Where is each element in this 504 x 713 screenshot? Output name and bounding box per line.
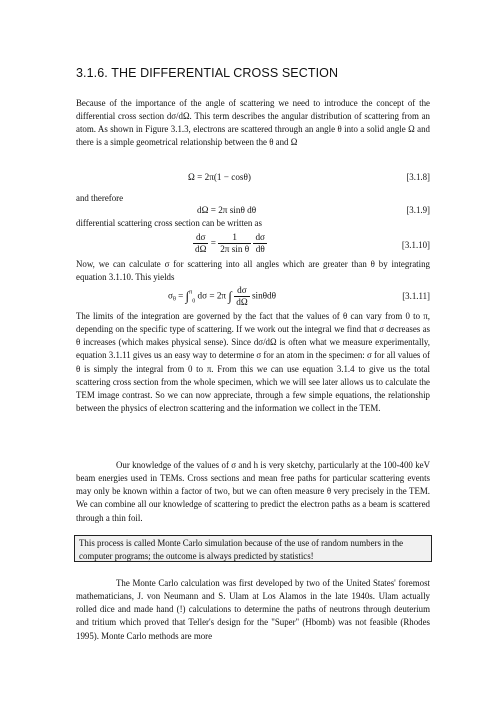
section-heading: 3.1.6. THE DIFFERENTIAL CROSS SECTION: [76, 66, 339, 80]
numerator: 1: [218, 232, 251, 244]
sigma-symbol: σ: [168, 290, 173, 301]
integral-upper-limit: π: [189, 289, 193, 296]
integral-sign: ∫: [185, 288, 190, 304]
denominator: dΩ: [195, 244, 207, 254]
equation-3-1-11: [76, 285, 430, 309]
equation-3-1-10: [76, 232, 430, 260]
equation-number: [3.1.8]: [406, 172, 430, 182]
equals-sign: =: [178, 290, 184, 301]
numerator: dσ: [234, 285, 249, 297]
equation-expression: [193, 232, 267, 255]
fraction: [253, 232, 267, 255]
transition-text: differential scattering cross section can be written as: [76, 218, 262, 228]
numerator: dσ: [193, 232, 208, 244]
callout-box: This process is called Monte Carlo simulation because of the use of random numbers in the computer programs; the outcome is always predicted by statistics!: [74, 535, 432, 562]
equals-sign: =: [210, 237, 216, 248]
numerator: dσ: [255, 232, 265, 242]
monte-carlo-paragraph: The Monte Carlo calculation was first developed by two of the United States' foremost mathematicians, J. von Neumann and S. Ulam at Los Alamos in the late 1940s. Ulam actually rolled dice and made hand (!) calculations to determine the paths of neutrons through deuterium and tritium which proved that Teller's design for the "Super" (Hbomb) was not feasible (Rhodes 1995). Monte Carlo methods are more: [76, 578, 430, 641]
fraction: [193, 232, 208, 255]
integral-lower-limit: 0: [192, 298, 196, 305]
denominator: dΩ: [236, 297, 248, 307]
integral-sign: ∫: [228, 288, 232, 304]
equation-number: [3.1.11]: [402, 291, 430, 301]
equation-expression: [168, 285, 276, 308]
intro-paragraph: Because of the importance of the angle of scattering we need to introduce the concept of the differential cross section dσ/dΩ. This term describes the angular distribution of scattering from an atom. As shown in Figure 3.1.3, electrons are scattered through an angle θ into a solid angle Ω and there is a simple geometrical relationship between the θ and Ω: [76, 98, 430, 148]
fraction: [218, 232, 251, 255]
integrand: dσ = 2π: [197, 290, 227, 301]
equation-number: [3.1.9]: [406, 205, 430, 215]
integration-paragraph: Now, we can calculate σ for scattering into all angles which are greater than θ by integrating equation 3.1.10. This yields: [76, 259, 430, 283]
equation-expression: Ω = 2π(1 − cosθ): [188, 172, 251, 182]
denominator: 2π sin θ: [220, 244, 250, 254]
equation-expression: dΩ = 2π sinθ dθ: [197, 205, 257, 215]
fraction: [234, 285, 249, 308]
denominator: dθ: [255, 244, 265, 254]
transition-text: and therefore: [76, 193, 124, 203]
integrand-tail: sinθdθ: [251, 290, 277, 301]
equation-3-1-8: [76, 172, 430, 186]
sigma-subscript: θ: [172, 296, 176, 303]
limits-paragraph: The limits of the integration are governed by the fact that the values of θ can vary from 0 to π, depending on the specific type of scattering. If we work out the integral we find that σ decreases as θ increases (which makes physical sense). Since dσ/dΩ is often what we measure experimentally, equation 3.1.11 gives us an easy way to determine σ for an atom in the specimen: σ for all values of θ is simply the integral from 0 to π. From this we can use equation 3.1.4 to give us the total scattering cross section from the whole specimen, which we will see later allows us to calculate the TEM image contrast. So we can now appreciate, through a few simple equations, the relationship between the physics of electron scattering and the information we collect in the TEM.: [76, 311, 430, 414]
knowledge-paragraph: Our knowledge of the values of σ and h is very sketchy, particularly at the 100-400 keV beam energies used in TEMs. Cross sections and mean free paths for particular scattering events may only be known within a factor of two, but we can often measure θ very precisely in the TEM. We can combine all our knowledge of scattering to predict the electron paths as a beam is scattered through a thin foil.: [76, 460, 430, 523]
equation-number: [3.1.10]: [401, 240, 430, 250]
